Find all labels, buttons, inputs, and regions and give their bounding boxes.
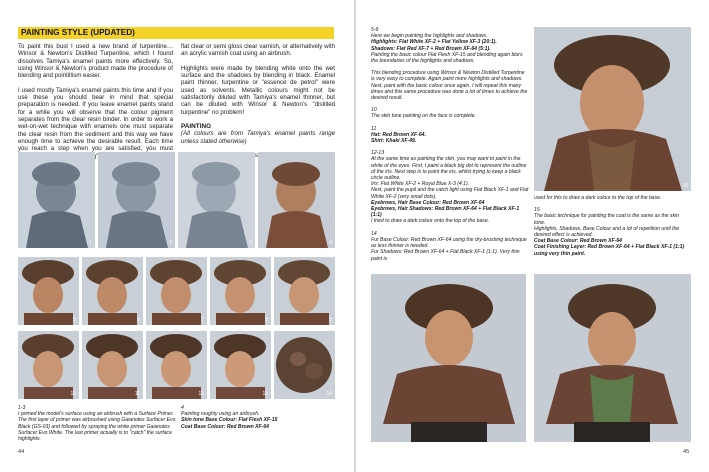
- caption-1-3: [18, 405, 178, 442]
- text-line: Highlights, Shadows, Base Colour and a lot of repetition until the desired effect is achieved.: [534, 225, 680, 239]
- caption-text: Painting roughly using an airbrush.: [181, 411, 260, 418]
- step-number: 12-13: [371, 150, 385, 157]
- caption-number: 1-3: [18, 405, 26, 411]
- photo-number: 5: [73, 317, 76, 323]
- photo-number: 3: [249, 240, 252, 246]
- page-number-right: 45: [683, 449, 690, 455]
- photo-number: 12: [198, 391, 204, 397]
- photo-step-9: [274, 257, 335, 325]
- painted-bust-image: [534, 27, 691, 191]
- photo-number: 2: [169, 240, 172, 246]
- photo-number: 10: [70, 391, 76, 397]
- painting-heading: PAINTING: [181, 123, 212, 131]
- face-closeup-image: [18, 257, 79, 325]
- photo-number: 13: [262, 391, 268, 397]
- left-column-1: [18, 43, 173, 167]
- caption-number: 4: [181, 405, 184, 411]
- section-header: PAINTING STYLE (UPDATED): [21, 28, 135, 37]
- text-line: Eyebrows, Hair Shadows: Red Brown XF-64 + Flat Black XF-1 (1:1): [371, 206, 520, 219]
- photo-number: 4: [329, 240, 332, 246]
- photo-number: 11: [134, 391, 140, 397]
- photo-number: 7: [201, 317, 204, 323]
- text-line: Coat Finishing Layer: Red Brown XF-64 + Flat Black XF-1 (1:1) using very thin paint.: [534, 244, 685, 257]
- photo-full-bust-right: [534, 274, 691, 442]
- caption-text: Coat Base Colour: Red Brown XF-64: [181, 423, 270, 430]
- text-line: This blending procedure using Winsor & Newton Distilled Turpentine is very easy to complete. Again paint more highlights and shadows. Next, paint with the basic colour once again. I will repeat this many times and this same procedure was done a lot of times to achieve the desired result.: [371, 70, 528, 102]
- text-line: Highlights: Flat White XF-2 + Flat Yellow XF-3 (20:1).: [371, 39, 497, 46]
- left-column-2: [181, 43, 335, 166]
- right-column-text: [371, 27, 529, 262]
- text-line: Coat Base Colour: Red Brown XF-64: [534, 238, 623, 245]
- paragraph: flat clear or semi gloss clear varnish, or alternatively with an acrylic varnish coat using an airbrush.: [181, 43, 335, 58]
- photo-number: 9: [329, 317, 332, 323]
- primed-bust-image: [98, 152, 175, 248]
- photo-step-11: [82, 331, 143, 399]
- step-number: 11: [371, 125, 377, 132]
- text-line: At the same time as painting the skin, you may want to paint in the white of the eyes. First, I paint a black big dot to represent the outline of the iris. Next step is to paint the iris, whilst trying to keep a black circle outline.: [371, 156, 527, 182]
- text-line: Here we begin painting the highlights and shadows.: [371, 33, 488, 40]
- photo-step-6: [82, 257, 143, 325]
- painting-note: (All colours are from Tamiya's enamel paints range unless stated otherwise): [181, 130, 335, 145]
- basecoat-bust-image: [258, 152, 335, 248]
- face-closeup-image: [146, 257, 207, 325]
- paragraph: To paint this bust I used a new brand of turpentine… Winsor & Newton's Distilled Turpentine, which I found dissolves Tamiya's enamel paints more effectively. So, using Winsor & Newton's product made the procedure of blending and pointillism easier.: [18, 43, 173, 80]
- step-number: 10: [371, 107, 377, 114]
- primed-bust-image: [18, 152, 95, 248]
- side-caption: [534, 195, 691, 257]
- paragraph: Highlights were made by blending white onto the wet surface and the shadows by blending in black. Enamel paint thinner, turpentine or "essence de petrol" were used as solvents. Metallic colours might not be satisfactorily diluted with Tamiya's enamel thinner, but can be diluted with Winsor & Newton's "distilled turpentine" no problem!: [181, 64, 335, 116]
- photo-number: 1: [89, 240, 92, 246]
- text-line: Fur Base Colour: Red Brown XF-64 using the dry-brushing technique as less thinner is needed.: [371, 236, 527, 250]
- face-closeup-image: [82, 331, 143, 399]
- text-line: Shirt: Khaki XF-49.: [371, 138, 417, 145]
- photo-step-7: [146, 257, 207, 325]
- text-line: Hat: Red Brown XF-64.: [371, 131, 426, 138]
- caption-text: Skin tone Base Colour: Flat Flesh XF-15: [181, 417, 278, 424]
- photo-step-10: [18, 331, 79, 399]
- text-line: The basic technique for painting the coat is the same as the skin tone.: [534, 213, 679, 226]
- text-line: used for this to draw a dark colour to the top of the base.: [534, 195, 662, 201]
- face-closeup-image: [274, 257, 335, 325]
- step-number: 14: [371, 230, 377, 237]
- text-line: Fur Shadows: Red Brown XF-64 + Flat Black XF-1 (1:1). Very thin paint is: [371, 249, 520, 262]
- face-closeup-image: [18, 331, 79, 399]
- photo-step-13: [210, 331, 271, 399]
- fur-hat-closeup-image: [274, 331, 335, 399]
- photo-step-5: [18, 257, 79, 325]
- caption-text: I primed the model's surface using an airbrush with a Surface Primer. The first layer of primer was airbrushed using Gaianotes Surfacer Evo Black (GS-03) and followed by spraying the white primer Gaianotes Surfacer Evo White. The last primer actually is to "catch" the surface highlights.: [18, 411, 176, 443]
- photo-number: 8: [265, 317, 268, 323]
- photo-step-4: [258, 152, 335, 248]
- face-closeup-image: [146, 331, 207, 399]
- step-number: 5-9: [371, 27, 379, 33]
- section-header-bar: [18, 27, 334, 39]
- photo-step-14: [274, 331, 335, 399]
- painted-bust-image: [371, 274, 526, 442]
- text-line: Eyebrows, Hair Base Colour: Red Brown XF-64: [371, 199, 485, 206]
- text-line: The skin tone painting on the face is complete.: [371, 113, 477, 120]
- photo-step-8: [210, 257, 271, 325]
- page-gutter: [354, 0, 356, 472]
- face-closeup-image: [82, 257, 143, 325]
- text-line: Shadows: Flat Red XF-7 + Red Brown XF-64 (5:1).: [371, 45, 491, 52]
- photo-number: 15: [682, 183, 688, 189]
- text-line: I tried to draw a dark colour onto the top of the base.: [371, 218, 490, 225]
- photo-step-3: [178, 152, 255, 248]
- photo-step-2: [98, 152, 175, 248]
- page-number-left: 44: [18, 449, 25, 455]
- photo-step-1: [18, 152, 95, 248]
- text-line: Next, paint the pupil and the catch light using Flat Black XF-1 and Flat White XF-2 (very small dots).: [371, 187, 529, 200]
- photo-step-12: [146, 331, 207, 399]
- photo-step-15: [534, 27, 691, 191]
- face-closeup-image: [210, 257, 271, 325]
- text-line: Painting the basic colour Flat Flesh XF-15 and blending again blurs the boundaries of the highlights and shadows.: [371, 51, 523, 65]
- photo-number: 14: [326, 391, 332, 397]
- painted-bust-image: [534, 274, 691, 442]
- text-line: Iris: Flat White XF-2 + Royal Blue X-3 (4:1).: [371, 181, 470, 188]
- paragraph: I used mostly Tamiya's enamel paints this time and if you use these you should bear in mind that special preparation is needed. If you leave enamel paints stand for a while you will observe that the colour pigment separates from the clear resin binder. In order to work a wet-on-wet technique with enamels one must separate the clear resin from the sediment and this way we have enough time to achieve the desirable result. Each time you reach a step when you are satisfied, you must: [18, 86, 173, 153]
- caption-4: [181, 405, 335, 430]
- primed-bust-image: [178, 152, 255, 248]
- face-closeup-image: [210, 331, 271, 399]
- photo-number: 6: [137, 317, 140, 323]
- photo-full-bust-left: [371, 274, 526, 442]
- step-number: 15: [534, 207, 540, 214]
